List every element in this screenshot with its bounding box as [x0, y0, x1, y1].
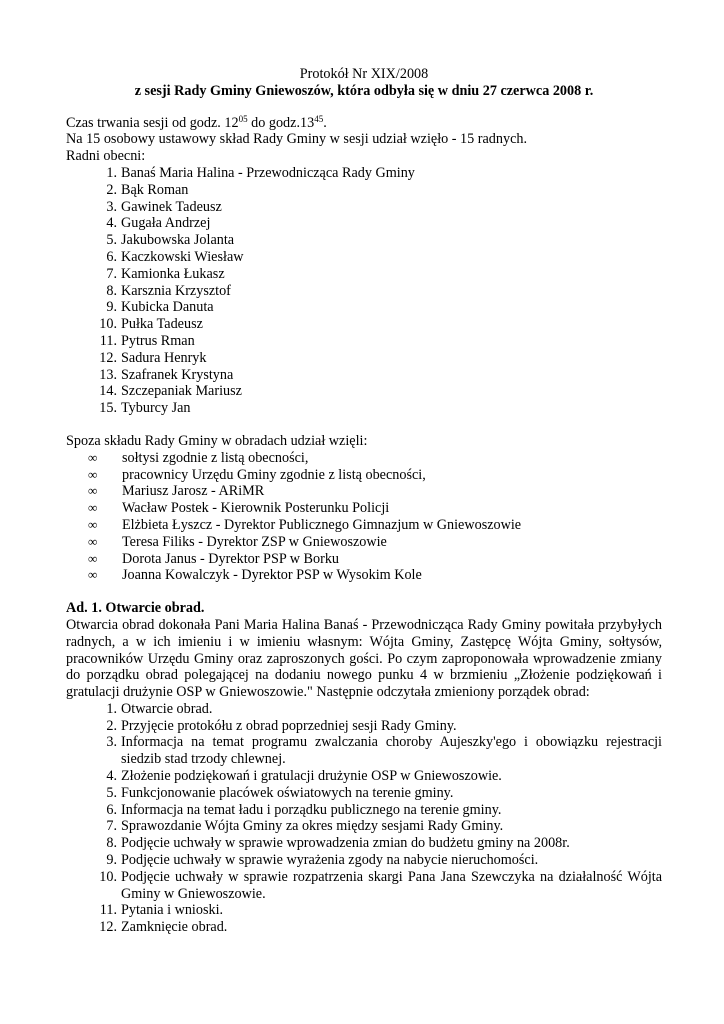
list-number: 13.	[99, 366, 117, 383]
guest-item	[88, 534, 662, 551]
councillor-item	[99, 400, 662, 417]
list-text: Kamionka Łukasz	[121, 265, 225, 282]
councillor-item	[99, 283, 662, 300]
guests-label: Spoza składu Rady Gminy w obradach udział wzięli:	[66, 432, 368, 449]
guest-item	[88, 467, 662, 484]
agenda-item	[99, 785, 662, 802]
session-time: Czas trwania sesji od godz. $12^{05}$ do $godz.13^{45}$.	[66, 113, 327, 131]
infinity-bullet-icon: ∞	[88, 500, 98, 516]
list-number: 14.	[99, 383, 117, 400]
list-number: 12.	[99, 919, 117, 936]
list-text: Bąk Roman	[121, 181, 189, 198]
list-text: Szczepaniak Mariusz	[121, 383, 242, 400]
list-text: Podjęcie uchwały w sprawie rozpatrzenia skargi Pana Jana Szewczyka na działalność Wójta Gminy w Gniewoszowie.	[121, 868, 662, 902]
list-text: Otwarcie obrad.	[121, 700, 213, 717]
councillor-item	[99, 182, 662, 199]
list-number: 6.	[106, 248, 117, 265]
guest-text: sołtysi zgodnie z listą obecności,	[122, 449, 309, 466]
infinity-bullet-icon: ∞	[88, 567, 98, 583]
guest-list	[66, 450, 662, 584]
guest-item	[88, 500, 662, 517]
list-number: 3.	[106, 198, 117, 215]
infinity-bullet-icon: ∞	[88, 449, 98, 465]
agenda-item	[99, 869, 662, 903]
guest-text: Joanna Kowalczyk - Dyrektor PSP w Wysokim Kole	[122, 567, 422, 584]
guest-text: pracownicy Urzędu Gminy zgodnie z listą obecności,	[122, 466, 426, 483]
agenda-item	[99, 802, 662, 819]
list-number: 11.	[99, 902, 117, 919]
councillor-item	[99, 316, 662, 333]
list-number: 9.	[106, 299, 117, 316]
guest-text: Wacław Postek - Kierownik Posterunku Policji	[122, 500, 390, 517]
councillor-item	[99, 266, 662, 283]
list-text: Tyburcy Jan	[121, 400, 191, 417]
list-text: Pułka Tadeusz	[121, 316, 203, 333]
guest-text: Mariusz Jarosz - ARiMR	[122, 483, 265, 500]
infinity-bullet-icon: ∞	[88, 483, 98, 499]
councillor-item	[99, 165, 662, 182]
list-number: 1.	[106, 700, 117, 717]
list-number: 1.	[106, 164, 117, 181]
agenda-item	[99, 852, 662, 869]
agenda-list	[66, 701, 662, 936]
document-page	[66, 66, 662, 936]
list-text: Informacja na temat programu zwalczania choroby Aujeszky'ego i obowiązku rejestracji siedzib stad trzody chlewnej.	[121, 734, 662, 768]
list-number: 9.	[106, 852, 117, 869]
agenda-item	[99, 835, 662, 852]
councillor-item	[99, 299, 662, 316]
list-number: 7.	[106, 265, 117, 282]
list-text: Złożenie podziękowań i gratulacji drużynie OSP w Gniewoszowie.	[121, 768, 502, 785]
agenda-item	[99, 701, 662, 718]
list-text: Szafranek Krystyna	[121, 366, 234, 383]
list-text: Gawinek Tadeusz	[121, 198, 222, 215]
guest-item	[88, 483, 662, 500]
councillor-item	[99, 333, 662, 350]
list-number: 8.	[106, 282, 117, 299]
list-number: 7.	[106, 818, 117, 835]
list-number: 6.	[106, 801, 117, 818]
agenda-item	[99, 718, 662, 735]
infinity-bullet-icon: ∞	[88, 516, 98, 532]
list-text: Banaś Maria Halina - Przewodnicząca Rady Gminy	[121, 164, 415, 181]
infinity-bullet-icon: ∞	[88, 550, 98, 566]
protocol-number: Protokół Nr XIX/2008	[299, 66, 429, 82]
agenda-item	[99, 902, 662, 919]
infinity-bullet-icon: ∞	[88, 533, 98, 549]
guest-text: Teresa Filiks - Dyrektor ZSP w Gniewoszowie	[122, 533, 387, 550]
councillor-item	[99, 383, 662, 400]
list-text: Pytrus Rman	[121, 332, 195, 349]
list-text: Gugała Andrzej	[121, 215, 211, 232]
councillor-item	[99, 215, 662, 232]
list-number: 5.	[106, 784, 117, 801]
list-number: 8.	[106, 835, 117, 852]
list-number: 4.	[106, 215, 117, 232]
agenda-item	[99, 734, 662, 768]
councillor-item	[99, 367, 662, 384]
list-text: Kubicka Danuta	[121, 299, 214, 316]
guest-text: Dorota Janus - Dyrektor PSP w Borku	[122, 550, 340, 567]
protocol-title: z sesji Rady Gminy Gniewoszów, która odbyła się w dniu 27 czerwca 2008 r.	[134, 82, 594, 99]
agenda-item	[99, 818, 662, 835]
list-text: Kaczkowski Wiesław	[121, 248, 244, 265]
guest-item	[88, 517, 662, 534]
agenda-item	[99, 919, 662, 936]
guest-text: Elżbieta Łyszcz - Dyrektor Publicznego Gimnazjum w Gniewoszowie	[122, 516, 522, 533]
list-number: 4.	[106, 768, 117, 785]
list-number: 3.	[106, 734, 117, 751]
list-number: 10.	[99, 868, 117, 885]
list-text: Sprawozdanie Wójta Gminy za okres między sesjami Rady Gminy.	[121, 818, 504, 835]
present-label: Radni obecni:	[66, 148, 146, 165]
list-number: 5.	[106, 232, 117, 249]
guest-item	[88, 567, 662, 584]
list-text: Podjęcie uchwały w sprawie wprowadzenia zmian do budżetu gminy na 2008r.	[121, 835, 570, 852]
list-number: 2.	[106, 181, 117, 198]
councillor-item	[99, 350, 662, 367]
ad1-heading: Ad. 1. Otwarcie obrad.	[66, 600, 205, 617]
list-text: Funkcjonowanie placówek oświatowych na terenie gminy.	[121, 784, 454, 801]
list-text: Jakubowska Jolanta	[121, 232, 235, 249]
list-text: Zamknięcie obrad.	[121, 919, 228, 936]
councillor-item	[99, 249, 662, 266]
guest-item	[88, 450, 662, 467]
list-text: Przyjęcie protokółu z obrad poprzedniej sesji Rady Gminy.	[121, 717, 457, 734]
list-text: Podjęcie uchwały w sprawie wyrażenia zgody na nabycie nieruchomości.	[121, 852, 539, 869]
list-number: 12.	[99, 349, 117, 366]
composition-text: Na 15 osobowy ustawowy skład Rady Gminy w sesji udział wzięło - 15 radnych.	[66, 131, 528, 148]
list-number: 10.	[99, 316, 117, 333]
list-number: 15.	[99, 400, 117, 417]
list-text: Sadura Henryk	[121, 349, 207, 366]
list-number: 2.	[106, 717, 117, 734]
list-text: Karsznia Krzysztof	[121, 282, 231, 299]
councillor-item	[99, 232, 662, 249]
list-text: Pytania i wnioski.	[121, 902, 224, 919]
councillor-item	[99, 199, 662, 216]
ad1-paragraph: Otwarcia obrad dokonała Pani Maria Halina Banaś - Przewodnicząca Rady Gminy powitała przybyłych radnych, a w ich imieniu i w imieniu własnym: Wójta Gminy, Zastępcę Wójta Gminy, sołtysów, pracowników Urzędu Gminy oraz zaproszonych gości. Po czym zaproponowała wprowadzenie zmiany do porządku obrad polegającej na dodaniu nowego punku 4 w brzmieniu „Złożenie podziękowań i gratulacji drużynie OSP w Gniewoszowie." Następnie odczytała zmieniony porządek obrad:	[66, 616, 662, 701]
list-number: 11.	[99, 332, 117, 349]
list-text: Informacja na temat ładu i porządku publicznego na terenie gminy.	[121, 801, 502, 818]
infinity-bullet-icon: ∞	[88, 466, 98, 482]
agenda-item	[99, 768, 662, 785]
guest-item	[88, 551, 662, 568]
councillor-list	[66, 165, 662, 417]
